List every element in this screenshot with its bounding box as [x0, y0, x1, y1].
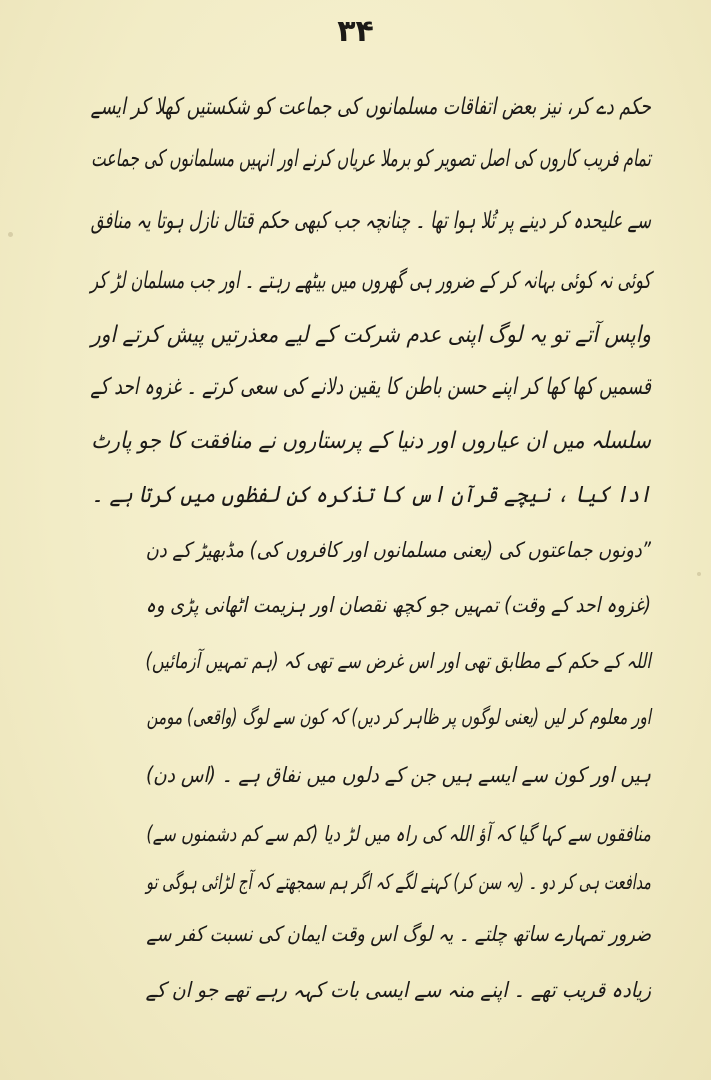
paragraph-line: کوئی نہ کوئی بہانہ کر کے ضرور ہی گھروں میں بیٹھے رہتے ۔ اور جب مسلمان لڑ کر — [90, 268, 651, 294]
paragraph-line: تمام فریب کاروں کی اصل تصویر کو برملا عریاں کرنے اور انہیں مسلمانوں کی جماعت — [91, 146, 652, 172]
paragraph-line: واپس آتے تو یہ لوگ اپنی عدم شرکت کے لیے معذرتیں پیش کرتے اور — [91, 322, 651, 348]
paragraph-line: سے علیحدہ کر دینے پر تُلا ہوا تھا ۔ چنانچہ جب کبھی حکم قتال نازل ہوتا یہ منافق — [90, 208, 651, 234]
quote-line: اللہ کے حکم کے مطابق تھی اور اس غرض سے تھی کہ (ہم تمہیں آزمائیں) — [145, 649, 651, 673]
quote-line: (غزوہ احد کے وقت) تمہیں جو کچھ نقصان اور ہزیمت اٹھانی پڑی وہ — [145, 593, 652, 617]
quote-line: زیادہ قریب تھے ۔ اپنے منہ سے ایسی بات کہہ رہے تھے جو ان کے — [145, 978, 651, 1002]
paragraph-line: ادا کیا ، نیچے قرآن اس کا تذکرہ کن لفظوں میں کرتا ہے ۔ — [91, 482, 651, 508]
quote-line: مدافعت ہی کر دو ۔ (یہ سن کر) کہنے لگے کہ اگر ہم سمجھتے کہ آج لڑائی ہوگی تو — [146, 870, 652, 894]
quote-line: اور معلوم کر لیں (یعنی لوگوں پر ظاہر کر دیں) کہ کون سے لوگ (واقعی) مومن — [146, 705, 651, 729]
quote-line: ”دونوں جماعتوں کی (یعنی مسلمانوں اور کافروں کی) مڈبھیڑ کے دن — [145, 538, 651, 562]
paper-mark — [8, 232, 13, 237]
paper-mark — [697, 572, 701, 576]
paragraph-line: سلسلہ میں ان عیاروں اور دنیا کے پرستاروں نے منافقت کا جو پارٹ — [91, 428, 651, 454]
quote-line: ضرور تمہارے ساتھ چلتے ۔ یہ لوگ اس وقت ایمان کی نسبت کفر سے — [146, 922, 651, 946]
page-number: ۳۴ — [337, 14, 374, 49]
quote-line: ہیں اور کون سے ایسے ہیں جن کے دلوں میں نفاق ہے ۔ (اس دن) — [145, 763, 652, 787]
quote-line: منافقوں سے کہا گیا کہ آؤ اللہ کی راہ میں لڑ دیا (کم سے کم دشمنوں سے) — [146, 822, 651, 846]
paragraph-line: حکم دے کر، نیز بعض اتفاقات مسلمانوں کی جماعت کو شکستیں کھلا کر ایسے — [90, 94, 652, 120]
paragraph-line: قسمیں کھا کھا کر اپنے حسن باطن کا یقین دلانے کی سعی کرتے ۔ غزوہ احد کے — [90, 374, 651, 400]
